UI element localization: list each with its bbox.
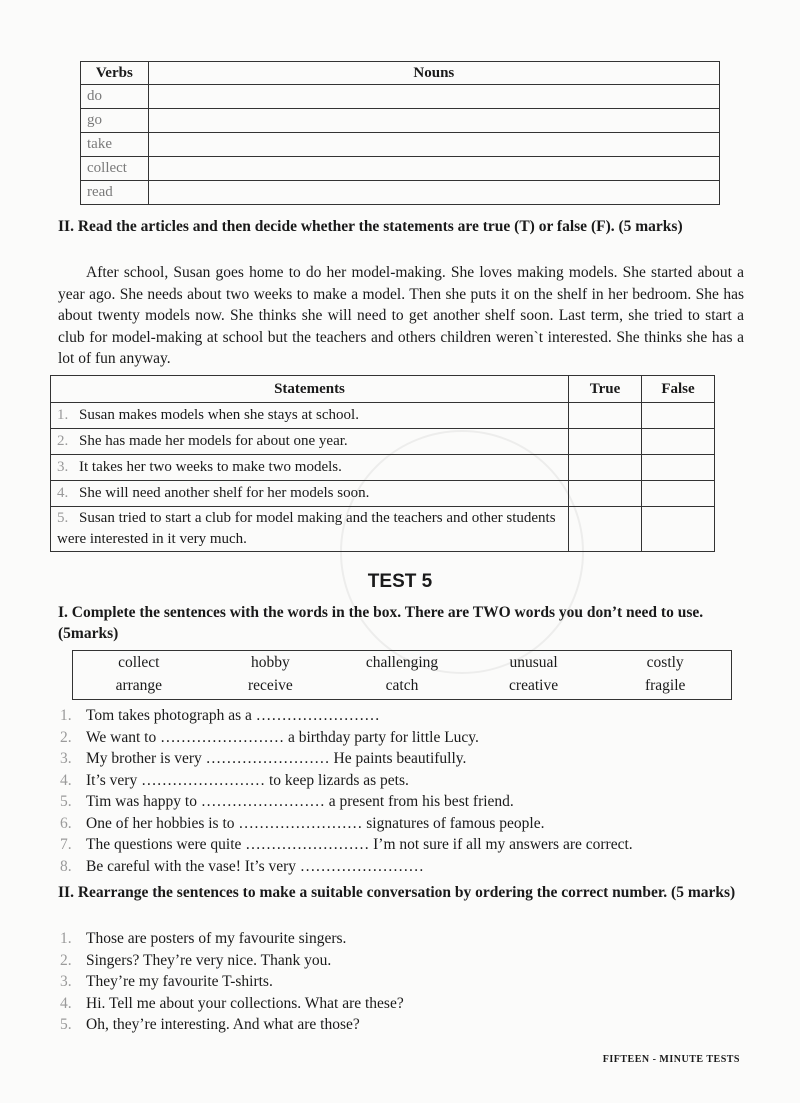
- sentence-text: We want to …………………… a birthday party for little Lucy.: [86, 728, 479, 746]
- verb-cell: collect: [81, 157, 149, 181]
- sentence-text: My brother is very …………………… He paints beautifully.: [86, 750, 467, 767]
- word: catch: [385, 677, 419, 694]
- word: arrange: [115, 677, 163, 694]
- table-row: [81, 109, 720, 133]
- false-cell[interactable]: [642, 455, 715, 481]
- true-cell[interactable]: [569, 429, 642, 455]
- statement-number: 4.: [57, 485, 69, 501]
- table-row: [81, 85, 720, 109]
- item-number: 3.: [60, 750, 72, 767]
- reading-passage: [58, 262, 744, 370]
- sentence-text: One of her hobbies is to …………………… signatures of famous people.: [86, 814, 545, 832]
- list-item: [60, 770, 633, 792]
- statement-number: 2.: [57, 433, 69, 449]
- noun-cell[interactable]: [148, 157, 719, 181]
- line-text: Singers? They’re very nice. Thank you.: [86, 951, 332, 969]
- table-row: [51, 481, 715, 507]
- statement-cell: [51, 455, 569, 481]
- verbs-nouns-table: [80, 61, 720, 205]
- sentence-text: Tim was happy to …………………… a present from his best friend.: [86, 793, 514, 810]
- false-cell[interactable]: [642, 403, 715, 429]
- test-title: TEST 5: [367, 571, 433, 592]
- sentence-text: It’s very …………………… to keep lizards as pets.: [86, 771, 409, 789]
- noun-cell[interactable]: [148, 85, 719, 109]
- word: challenging: [365, 654, 439, 671]
- word-box: [72, 650, 732, 700]
- statement-text: It takes her two weeks to make two models.: [79, 459, 342, 475]
- table-row: [51, 429, 715, 455]
- item-number: 5.: [60, 1016, 72, 1033]
- true-header: True: [569, 376, 642, 403]
- statements-header: Statements: [51, 376, 569, 403]
- word-row: [73, 651, 731, 674]
- item-number: 5.: [60, 793, 72, 810]
- line-text: Hi. Tell me about your collections. What are these?: [86, 994, 404, 1012]
- test5-part2-heading: II. Rearrange the sentences to make a suitable conversation by ordering the correct number. (5 marks): [58, 884, 736, 901]
- list-item: [60, 971, 404, 993]
- statement-cell: [51, 481, 569, 507]
- item-number: 1.: [60, 707, 72, 724]
- nouns-header: Nouns: [148, 62, 719, 85]
- list-item: [60, 705, 633, 727]
- noun-cell[interactable]: [148, 133, 719, 157]
- word: hobby: [251, 654, 290, 671]
- statement-text: She will need another shelf for her models soon.: [79, 485, 370, 501]
- list-item: [60, 813, 633, 835]
- true-cell[interactable]: [569, 481, 642, 507]
- false-cell[interactable]: [642, 429, 715, 455]
- item-number: 3.: [60, 973, 72, 990]
- test5-part1-heading: I. Complete the sentences with the words in the box. There are TWO words you don’t need to use. (5marks): [58, 604, 704, 642]
- sentence-text: Be careful with the vase! It’s very ……………………: [86, 857, 424, 875]
- item-number: 8.: [60, 857, 72, 875]
- verb-cell: read: [81, 181, 149, 205]
- list-item: [60, 993, 404, 1015]
- word: fragile: [644, 677, 686, 694]
- verb-cell: do: [81, 85, 149, 109]
- item-number: 2.: [60, 728, 72, 746]
- statement-cell: [51, 507, 569, 552]
- list-item: [60, 928, 404, 950]
- false-cell[interactable]: [642, 481, 715, 507]
- false-cell[interactable]: [642, 507, 715, 552]
- page-footer: FIFTEEN - MINUTE TESTS: [602, 1054, 740, 1065]
- true-cell[interactable]: [569, 403, 642, 429]
- item-number: 4.: [60, 994, 72, 1012]
- line-text: Oh, they’re interesting. And what are those?: [86, 1016, 360, 1033]
- word: unusual: [509, 654, 558, 671]
- word: creative: [509, 677, 559, 694]
- noun-cell[interactable]: [148, 181, 719, 205]
- list-item: [60, 1014, 404, 1036]
- statement-number: 3.: [57, 459, 69, 475]
- table-row: [51, 507, 715, 552]
- fill-in-sentences: [60, 705, 633, 877]
- statements-table: [50, 375, 715, 552]
- passage-text: After school, Susan goes home to do her model-making. She loves making models. She started about a year ago. She needs about two weeks to make a model. Then she puts it on the shelf in her bedroom. She has about twenty models now. She thinks she will need to get another shelf soon. Last term, she tried to start a club for model-making at school but the teachers and others children weren`t interested. She thinks she has a lot of fun anyway.: [58, 264, 744, 367]
- statement-text: She has made her models for about one year.: [79, 433, 348, 449]
- list-item: [60, 791, 633, 813]
- statement-text: Susan tried to start a club for model making and the teachers and other students were interested in it very much.: [57, 510, 556, 547]
- table-row: [81, 181, 720, 205]
- statement-number: 1.: [57, 407, 69, 423]
- item-number: 2.: [60, 951, 72, 969]
- noun-cell[interactable]: [148, 109, 719, 133]
- table-row: [51, 403, 715, 429]
- statement-text: Susan makes models when she stays at school.: [79, 407, 359, 423]
- word: costly: [646, 654, 684, 671]
- item-number: 4.: [60, 771, 72, 789]
- statement-cell: [51, 429, 569, 455]
- list-item: [60, 748, 633, 770]
- verb-cell: go: [81, 109, 149, 133]
- verbs-header: Verbs: [81, 62, 149, 85]
- table-row: [51, 455, 715, 481]
- list-item: [60, 834, 633, 856]
- list-item: [60, 727, 633, 749]
- line-text: They’re my favourite T-shirts.: [86, 973, 273, 990]
- sentence-text: Tom takes photograph as a ……………………: [86, 707, 380, 724]
- list-item: [60, 856, 633, 878]
- word: collect: [118, 654, 160, 671]
- word-row: [73, 674, 731, 697]
- conversation-lines: [60, 928, 404, 1036]
- table-row: [81, 133, 720, 157]
- section2-heading: II. Read the articles and then decide whether the statements are true (T) or false (F). (5 marks): [58, 218, 683, 235]
- true-cell[interactable]: [569, 455, 642, 481]
- statement-cell: [51, 403, 569, 429]
- sentence-text: The questions were quite …………………… I’m not sure if all my answers are correct.: [86, 836, 633, 853]
- item-number: 1.: [60, 930, 72, 947]
- item-number: 7.: [60, 836, 72, 853]
- item-number: 6.: [60, 814, 72, 832]
- statement-number: 5.: [57, 510, 69, 526]
- verb-cell: take: [81, 133, 149, 157]
- list-item: [60, 950, 404, 972]
- table-row: [81, 157, 720, 181]
- line-text: Those are posters of my favourite singers.: [86, 930, 347, 947]
- false-header: False: [642, 376, 715, 403]
- word: receive: [248, 677, 293, 694]
- true-cell[interactable]: [569, 507, 642, 552]
